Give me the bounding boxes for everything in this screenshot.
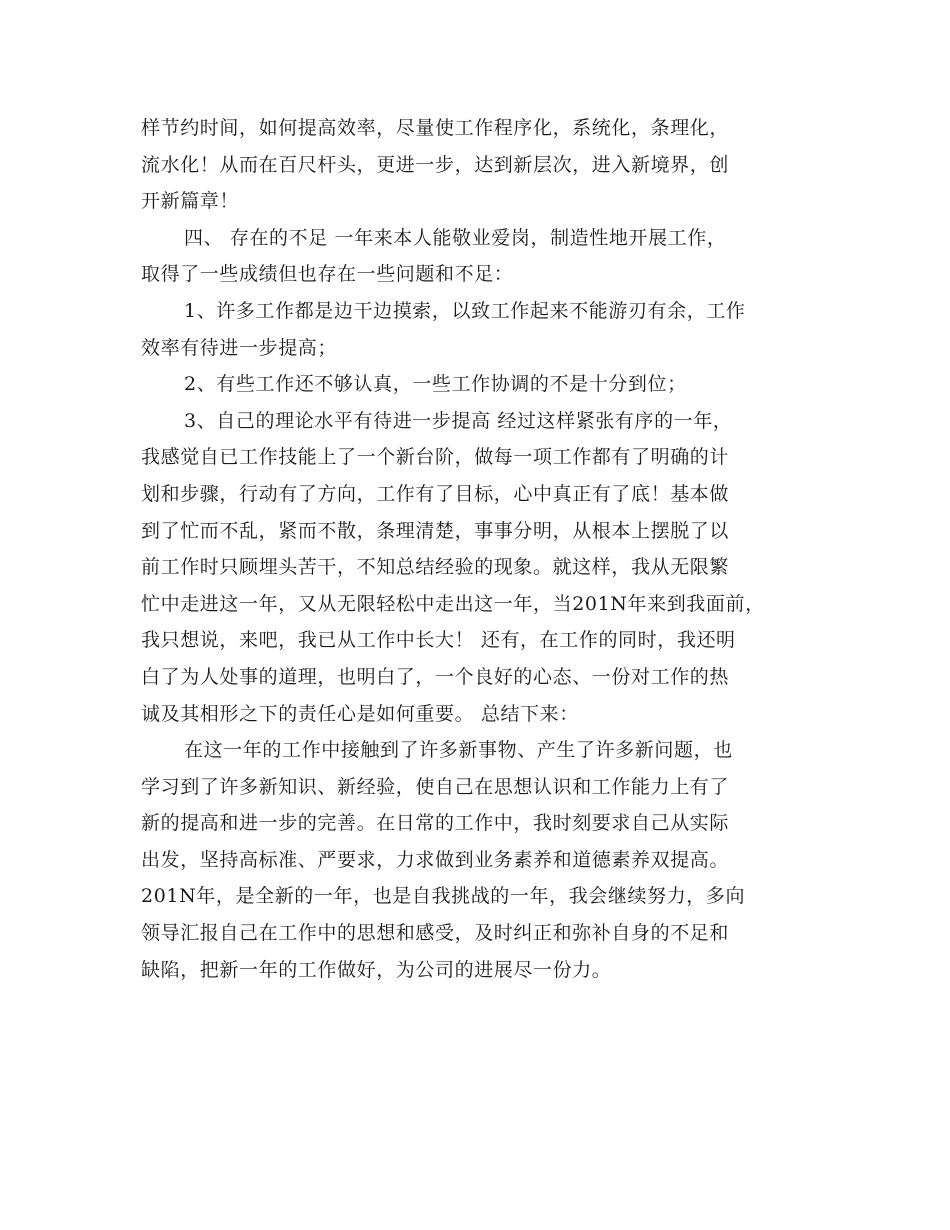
text-line: 效率有待进一步提高； (141, 336, 338, 359)
text-line: 开新篇章！ (141, 190, 240, 213)
text-line: 取得了一些成绩但也存在一些问题和不足： (141, 263, 514, 286)
text-line: 我只想说，来吧，我已从工作中长大！ 还有，在工作的同时，我还明 (141, 629, 736, 652)
text-line: 缺陷，把新一年的工作做好，为公司的进展尽一份力。 (141, 958, 612, 981)
text-line: 样节约时间，如何提高效率，尽量使工作程序化，系统化，条理化， (141, 117, 730, 139)
text-line: 学习到了许多新知识、新经验，使自己在思想认识和工作能力上有了 (141, 775, 730, 798)
text-line: 新的提高和进一步的完善。在日常的工作中，我时刻要求自己从实际 (141, 812, 730, 835)
document-body (141, 110, 811, 988)
paragraph-first-line: 2、有些工作还不够认真，一些工作协调的不是十分到位； (184, 373, 687, 396)
paragraph-first-line: 在这一年的工作中接触到了许多新事物、产生了许多新问题，也 (184, 739, 733, 762)
text-line: 出发，坚持高标准、严要求，力求做到业务素养和道德素养双提高。 (141, 848, 730, 871)
text-line: 前工作时只顾埋头苦干，不知总结经验的现象。就这样，我从无限繁 (141, 556, 730, 579)
text-line: 流水化！从而在百尺杆头，更进一步，达到新层次，进入新境界，创 (141, 153, 730, 176)
text-line: 领导汇报自己在工作中的思想和感受，及时纠正和弥补自身的不足和 (141, 922, 730, 945)
text-line: 划和步骤，行动有了方向，工作有了目标，心中真正有了底！基本做 (141, 482, 730, 505)
text-line: 诚及其相形之下的责任心是如何重要。 总结下来： (141, 702, 579, 725)
text-line: 忙中走进这一年，又从无限轻松中走出这一年，当201N年来到我面前， (141, 592, 765, 615)
text-line: 201N年，是全新的一年，也是自我挑战的一年，我会继续努力，多向 (141, 885, 746, 908)
paragraph-first-line: 1、许多工作都是边干边摸索，以致工作起来不能游刃有余，工作 (184, 299, 746, 322)
paragraph-first-line: 3、自己的理论水平有待进一步提高 经过这样紧张有序的一年， (184, 409, 733, 432)
text-line: 到了忙而不乱，紧而不散，条理清楚，事事分明，从根本上摆脱了以 (141, 519, 730, 542)
text-line: 白了为人处事的道理，也明白了，一个良好的心态、一份对工作的热 (141, 665, 730, 688)
paragraph-first-line: 四、 存在的不足 一年来本人能敬业爱岗，制造性地开展工作， (184, 226, 727, 249)
text-line: 我感觉自已工作技能上了一个新台阶，做每一项工作都有了明确的计 (141, 446, 730, 469)
